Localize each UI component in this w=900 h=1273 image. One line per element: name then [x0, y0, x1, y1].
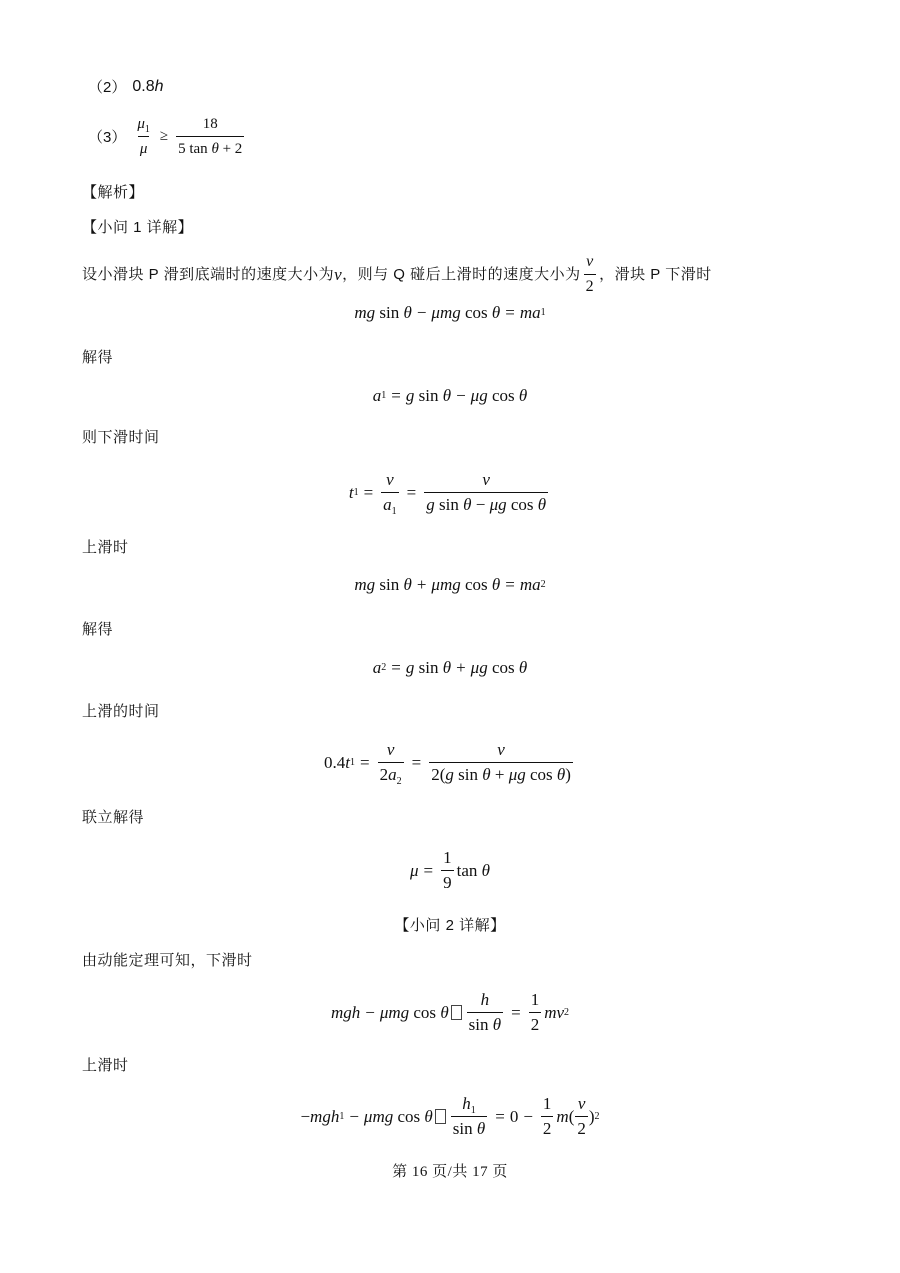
answer-2-label: （2）	[88, 79, 127, 96]
page-footer: 第 16 页/共 17 页	[392, 1164, 508, 1180]
combine-label: 联立解得	[82, 809, 145, 826]
eq-a1: a 1 = g sin θ − μg cos θ	[372, 386, 528, 405]
answer-2	[88, 76, 164, 97]
eq-up-force: mg sin θ + μmg cos θ = ma 2	[354, 575, 546, 594]
answer-3	[88, 114, 247, 159]
eq-a2: a 2 = g sin θ + μg cos θ	[372, 658, 528, 677]
down-time-label: 则下滑时间	[82, 429, 160, 446]
energy-label: 由动能定理可知，下滑时	[82, 952, 253, 969]
up-slide-label: 上滑时	[82, 539, 129, 556]
eq-t1: t 1 = $\frac{v}{a_1}$ = $\frac{v}{\text{g sin θ − μg cos θ}}$	[348, 470, 547, 517]
solve-label-2: 解得	[82, 621, 114, 638]
eq-down-force: mg sin θ − μmg cos θ = ma 1	[354, 303, 546, 322]
solve-label-1: 解得	[82, 349, 114, 366]
analysis-heading: 【解析】	[82, 184, 145, 201]
intro-text-2: ，则与 Q 碰后上滑时的速度大小为	[342, 265, 581, 283]
eq-energy-up: − mgh 1 − μmg cos θ $\frac{h_1}{\text{sin θ}}$ = 0 − $\frac{1}{2}$ m ( $\frac{v}{2}$ ) 2	[300, 1094, 600, 1138]
answer-3-formula: $\frac{\mu_1}{\mu}$ ≥ $\frac{18}{\text{5 tan θ + 2}}$	[137, 116, 243, 157]
eq-mu: μ = $\frac{1}{9}$ tan θ	[409, 848, 491, 892]
q2-heading: 【小问 2 详解】	[394, 917, 506, 934]
answer-3-label: （3）	[88, 129, 127, 146]
intro-text-1: 设小滑块 P 滑到底端时的速度大小为	[82, 265, 335, 283]
q1-heading: 【小问 1 详解】	[82, 219, 194, 236]
up-time-label: 上滑的时间	[82, 703, 160, 720]
up-slide-label-2: 上滑时	[82, 1057, 129, 1074]
answer-2-var: h	[154, 77, 164, 95]
answer-2-value: 0.8	[132, 77, 155, 95]
eq-up-time: 0.4 t 1 = $\frac{v}{2a_2}$ = $\frac{v}{\text{2(g sin θ + μg cos θ)}}$	[324, 740, 571, 787]
eq-energy-down: mgh − μmg cos θ $\frac{h}{\text{sin θ}}$ = $\frac{1}{2}$ mv 2	[330, 990, 570, 1034]
intro-text-3: ，滑块 P 下滑时	[599, 265, 712, 283]
intro-line: 设小滑块 P 滑到底端时的速度大小为 v ，则与 Q 碰后上滑时的速度大小为 $\frac{v}{2}$ ，滑块 P 下滑时	[82, 253, 712, 295]
